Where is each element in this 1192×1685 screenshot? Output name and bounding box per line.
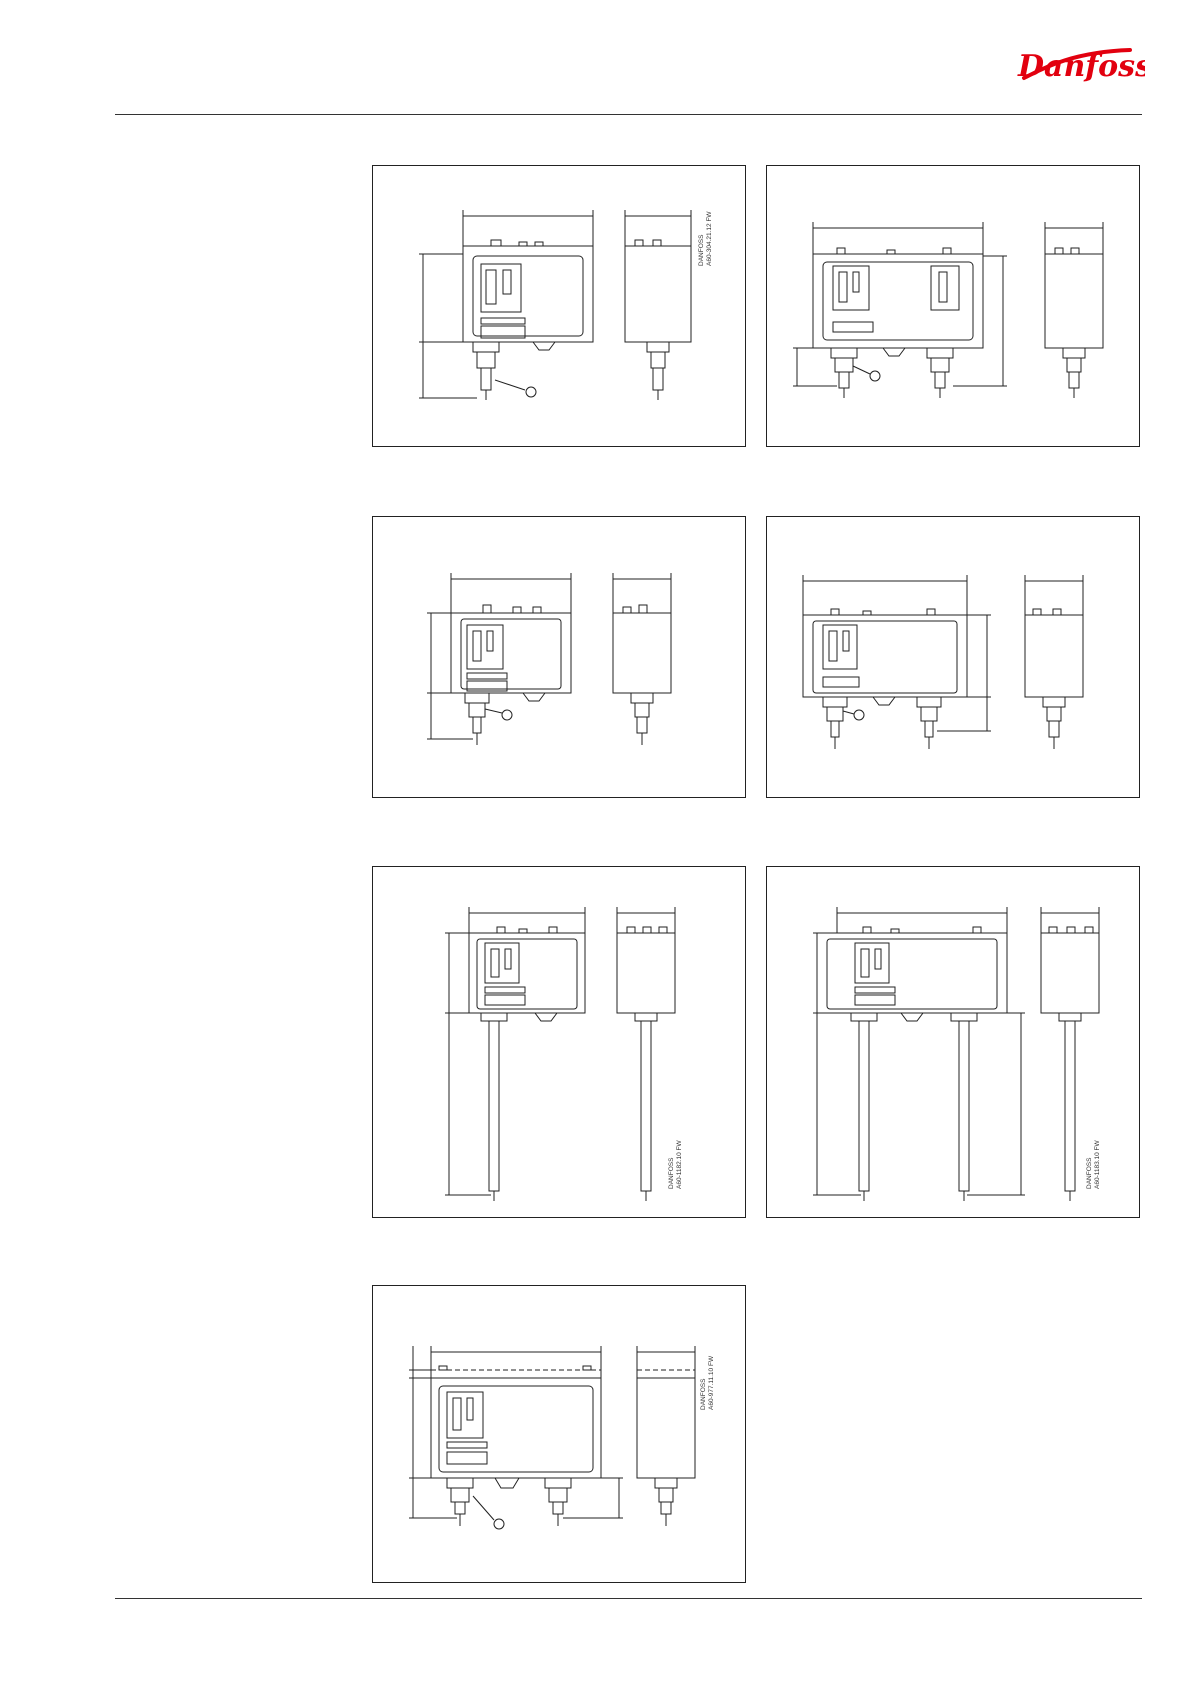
drawing-panel-5 (372, 866, 746, 1218)
drawing-code-6b: A60-1183.10 FW (1094, 1140, 1101, 1189)
logo-wordmark: Danfoss (1018, 49, 1145, 84)
drawing-code-7b: A60-977.11.10 FW (708, 1355, 715, 1410)
footer-rule (115, 1598, 1142, 1599)
drawing-code-6a: DANFOSS (1086, 1157, 1093, 1189)
drawing-panel-6 (766, 866, 1140, 1218)
drawing-code-7a: DANFOSS (700, 1378, 707, 1410)
drawing-code-5a: DANFOSS (668, 1157, 675, 1189)
drawing-panel-2 (766, 165, 1140, 447)
drawing-panel-3 (372, 516, 746, 798)
drawing-code-1b: A60-304.21.12 FW (706, 211, 713, 266)
drawing-panel-1 (372, 165, 746, 447)
drawing-panel-7 (372, 1285, 746, 1583)
drawing-code-1a: DANFOSS (698, 234, 705, 266)
drawing-panel-4 (766, 516, 1140, 798)
danfoss-logo (1010, 40, 1145, 88)
header-rule (115, 114, 1142, 115)
drawing-code-5b: A60-1182.10 FW (676, 1140, 683, 1189)
